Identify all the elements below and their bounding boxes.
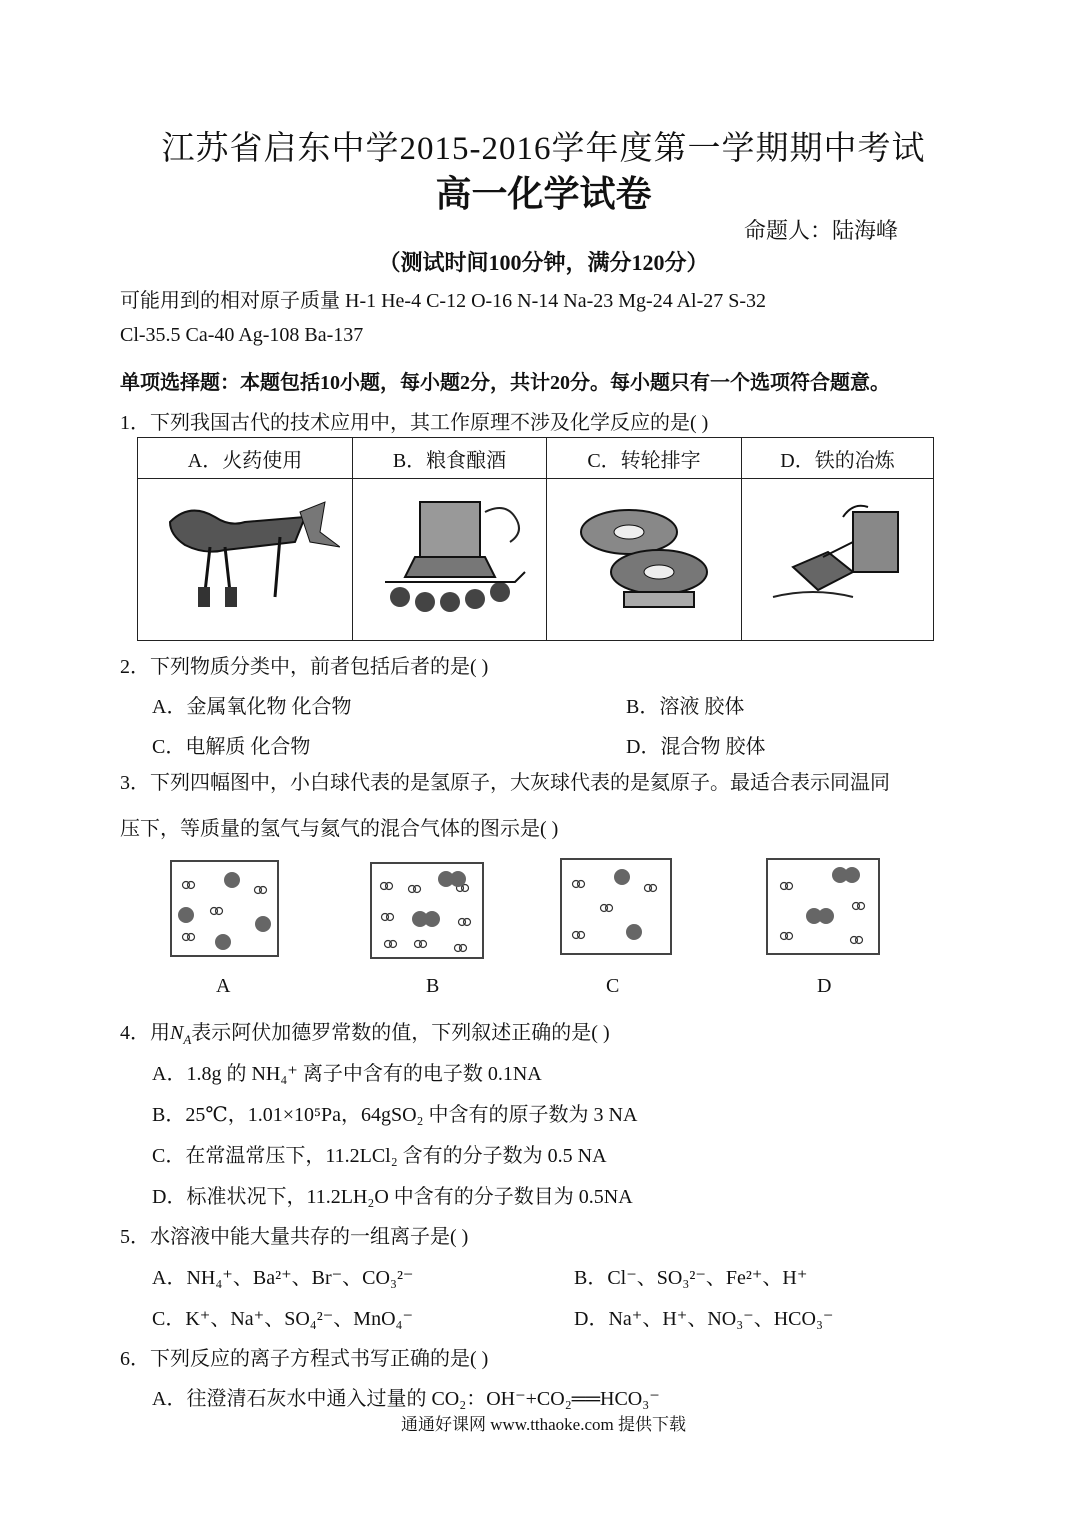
q1-option-b: B．粮食酿酒 [353, 438, 547, 479]
q4-option-c: C．在常温常压下，11.2LCl₂ 含有的分子数为 0.5 NA [152, 1145, 607, 1167]
q4-stem: 4．用$N_A$表示阿伏加德罗常数的值，下列叙述正确的是( ) [120, 1022, 610, 1047]
q1-table [137, 437, 934, 641]
q4-option-b: B．25℃，1.01×10⁵Pa，64gSO₂ 中含有的原子数为 3 NA [152, 1104, 638, 1126]
footer-source: 通通好课网 www.tthaoke.com 提供下载 [400, 1415, 687, 1434]
q3-stem-line1: 3．下列四幅图中，小白球代表的是氢原子，大灰球代表的是氦原子。最适合表示同温同 [120, 772, 890, 794]
q3-label-b: B [426, 975, 440, 997]
q5-option-c: C．K⁺、Na⁺、SO₄²⁻、MnO₄⁻ [152, 1308, 414, 1330]
q1-option-d: D．铁的冶炼 [742, 438, 934, 479]
q2-option-d: D．混合物 胶体 [626, 736, 766, 758]
atomic-masses-line1: 可能用到的相对原子质量 H-1 He-4 C-12 O-16 N-14 Na-23 Mg-24 Al-27 S-32 [120, 290, 767, 312]
exam-title: 江苏省启东中学2015-2016学年度第一学期期中考试 [161, 131, 926, 167]
q3-label-a: A [216, 975, 231, 997]
q1-stem: 1．下列我国古代的技术应用中，其工作原理不涉及化学反应的是( ) [120, 412, 709, 434]
q1-image-iron-smelting [742, 479, 934, 641]
q2-option-a: A．金属氧化物 化合物 [152, 696, 352, 718]
q1-image-type-wheel [547, 479, 742, 641]
q5-option-d: D．Na⁺、H⁺、NO₃⁻、HCO₃⁻ [574, 1308, 834, 1330]
q5-stem: 5．水溶液中能大量共存的一组离子是( ) [120, 1226, 469, 1248]
q4-option-d: D．标准状况下，11.2LH₂O 中含有的分子数目为 0.5NA [152, 1186, 633, 1208]
q3-diagram-a [170, 860, 279, 957]
q2-option-c: C．电解质 化合物 [152, 736, 311, 758]
q3-diagram-b [370, 862, 484, 959]
atomic-masses-line2: Cl-35.5 Ca-40 Ag-108 Ba-137 [120, 324, 364, 346]
section-heading: 单项选择题：本题包括10小题，每小题2分，共计20分。每小题只有一个选项符合题意。 [120, 372, 890, 394]
q3-diagram-c [560, 858, 672, 955]
q5-option-b: B．Cl⁻、SO₃²⁻、Fe²⁺、H⁺ [574, 1267, 808, 1289]
q5-option-a: A．NH₄⁺、Ba²⁺、Br⁻、CO₃²⁻ [152, 1267, 414, 1289]
q4-option-a: A．1.8g 的 NH₄⁺ 离子中含有的电子数 0.1NA [152, 1063, 542, 1085]
q3-diagram-d [766, 858, 880, 955]
q3-stem-line2: 压下，等质量的氢气与氦气的混合气体的图示是( ) [120, 818, 559, 840]
q1-option-c: C．转轮排字 [547, 438, 742, 479]
q3-label-c: C [606, 975, 620, 997]
q2-option-b: B．溶液 胶体 [626, 696, 745, 718]
q6-option-a: A．往澄清石灰水中通入过量的 CO₂：OH⁻+CO₂══HCO₃⁻ [152, 1388, 660, 1410]
q6-stem: 6．下列反应的离子方程式书写正确的是( ) [120, 1348, 489, 1370]
q1-image-brewing [353, 479, 547, 641]
exam-subtitle: 高一化学试卷 [435, 174, 652, 215]
q2-stem: 2．下列物质分类中，前者包括后者的是( ) [120, 656, 489, 678]
test-time: （测试时间100分钟，满分120分） [378, 250, 709, 275]
q3-label-d: D [817, 975, 832, 997]
q1-option-a: A．火药使用 [138, 438, 353, 479]
author: 命题人：陆海峰 [744, 218, 899, 243]
q1-image-gunpowder [138, 479, 353, 641]
